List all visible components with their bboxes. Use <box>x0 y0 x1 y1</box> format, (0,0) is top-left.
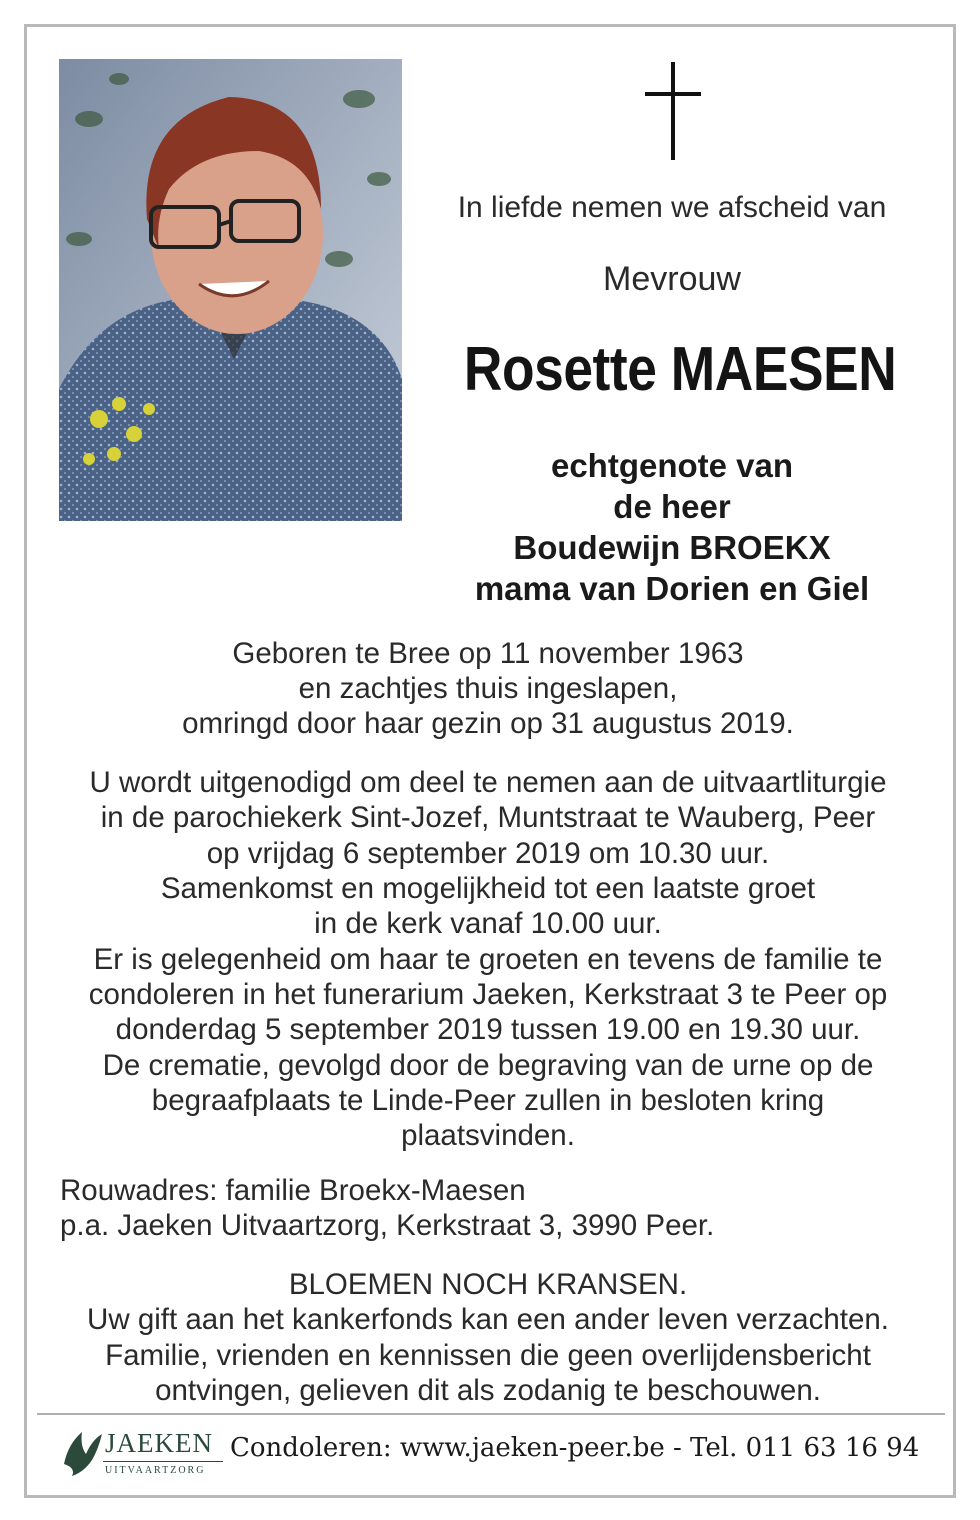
portrait-photo <box>59 59 402 521</box>
closing-line: Familie, vrienden en kennissen die geen overlijdensbericht <box>105 1339 871 1372</box>
logo-rule <box>103 1461 223 1462</box>
ceremony-line: U wordt uitgenodigd om deel te nemen aan de uitvaartliturgie <box>89 766 887 799</box>
relation-line: echtgenote van <box>550 447 794 484</box>
closing-line: BLOEMEN NOCH KRANSEN. <box>288 1268 688 1301</box>
ceremony-line: donderdag 5 september 2019 tussen 19.00 en 19.30 uur. <box>115 1013 861 1046</box>
condolence-footer[interactable]: Condoleren: www.jaeken-peer.be - Tel. 011 63 16 94 <box>230 1433 920 1463</box>
deceased-name: Rosette MAESEN <box>463 335 897 404</box>
cross-icon <box>643 62 703 160</box>
closing-line: ontvingen, gelieven dit als zodanig te beschouwen. <box>155 1374 821 1407</box>
intro-text: In liefde nemen we afscheid van <box>457 191 887 224</box>
honorific: Mevrouw <box>603 260 741 298</box>
birth-death-line: en zachtjes thuis ingeslapen, <box>298 672 678 705</box>
address-line: Rouwadres: familie Broekx-Maesen <box>60 1174 526 1207</box>
address-line: p.a. Jaeken Uitvaartzorg, Kerkstraat 3, 3990 Peer. <box>60 1209 715 1242</box>
birth-death-line: Geboren te Bree op 11 november 1963 <box>232 637 744 670</box>
ceremony-line: De crematie, gevolgd door de begraving van de urne op de <box>102 1049 874 1082</box>
ceremony-line: Samenkomst en mogelijkheid tot een laatste groet <box>160 872 816 905</box>
footer-divider <box>37 1413 945 1415</box>
birth-death-line: omringd door haar gezin op 31 augustus 2019. <box>182 707 794 740</box>
logo-subtitle: UITVAARTZORG <box>105 1465 206 1476</box>
ceremony-line: in de parochiekerk Sint-Jozef, Muntstraat te Wauberg, Peer <box>100 801 876 834</box>
ceremony-line: Er is gelegenheid om haar te groeten en tevens de familie te <box>93 943 883 976</box>
relation-line: de heer <box>613 488 731 525</box>
logo-name: JAEKEN <box>105 1428 213 1458</box>
ceremony-line: in de kerk vanaf 10.00 uur. <box>314 907 662 940</box>
relation-line: mama van Dorien en Giel <box>474 570 870 607</box>
ceremony-line: condoleren in het funerarium Jaeken, Kerkstraat 3 te Peer op <box>88 978 888 1011</box>
relation-line: Boudewijn BROEKX <box>513 529 831 566</box>
closing-line: Uw gift aan het kankerfonds kan een ander leven verzachten. <box>87 1303 889 1336</box>
ceremony-line: begraafplaats te Linde-Peer zullen in besloten kring <box>151 1084 825 1117</box>
ceremony-line: op vrijdag 6 september 2019 om 10.30 uur. <box>206 837 770 870</box>
ceremony-line: plaatsvinden. <box>401 1119 575 1152</box>
